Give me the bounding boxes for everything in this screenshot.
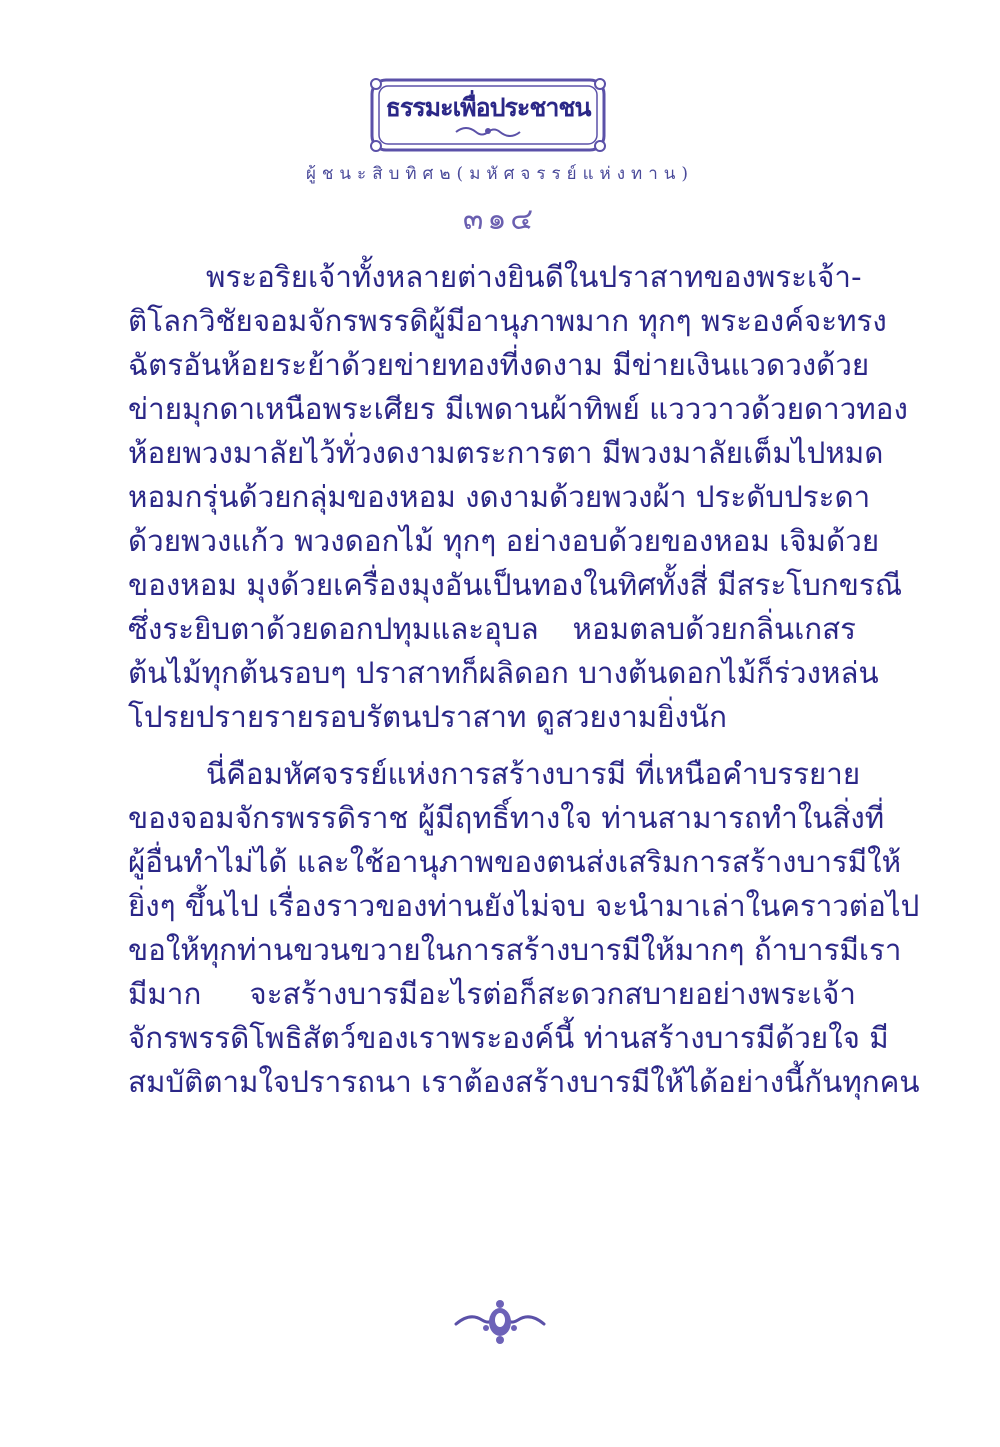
text-line: หอมกรุ่นด้วยกลุ่มของหอม งดงามด้วยพวงผ้า ประดับประดา [128,480,871,514]
text-line: ผู้อื่นทำไม่ได้ และใช้อานุภาพของตนส่งเสริมการสร้างบารมีให้ [128,845,902,879]
page-subtitle: ผู้ชนะสิบทิศ๒(มหัศจรรย์แห่งทาน) [305,164,695,184]
text-line: ติโลกวิชัยจอมจักรพรรดิผู้มีอานุภาพมาก ทุกๆ พระองค์จะทรง [128,304,887,338]
text-line: ของจอมจักรพรรดิราช ผู้มีฤทธิ์ทางใจ ท่านสามารถทำในสิ่งที่ [128,801,885,835]
text-line: ต้นไม้ทุกต้นรอบๆ ปราสาทก็ผลิดอก บางต้นดอกไม้ก็ร่วงหล่น [128,656,879,690]
page-number: ๓๑๔ [462,202,538,237]
text-line: ข่ายมุกดาเหนือพระเศียร มีเพดานผ้าทิพย์ แวววาวด้วยดาวทอง [128,392,908,426]
text-line: นี่คือมหัศจรรย์แห่งการสร้างบารมี ที่เหนือคำบรรยาย [206,757,861,791]
header-logo [368,76,608,154]
text-line: ฉัตรอันห้อยระย้าด้วยข่ายทองที่งดงาม มีข่ายเงินแวดวงด้วย [128,348,870,382]
text-line: โปรยปรายรายรอบรัตนปราสาท ดูสวยงามยิ่งนัก [128,700,727,734]
paragraph [128,752,920,1104]
text-line: ขอให้ทุกท่านขวนขวายในการสร้างบารมีให้มากๆ ถ้าบารมีเรา [128,933,902,967]
text-line: ห้อยพวงมาลัยไว้ทั่วงดงามตระการตา มีพวงมาลัยเต็มไปหมด [128,436,884,470]
paragraph [128,255,908,739]
text-line: ด้วยพวงแก้ว พวงดอกไม้ ทุกๆ อย่างอบด้วยของหอม เจิมด้วย [128,524,880,558]
paragraph-gap [128,739,856,752]
text-line: สมบัติตามใจปรารถนา เราต้องสร้างบารมีให้ได้อย่างนี้กันทุกคน [128,1065,920,1099]
text-line: จักรพรรดิโพธิสัตว์ของเราพระองค์นี้ ท่านสร้างบารมีด้วยใจ มี [128,1021,889,1055]
text-line: ยิ่งๆ ขึ้นไป เรื่องราวของท่านยังไม่จบ จะนำมาเล่าในคราวต่อไป [128,889,920,923]
text-line: พระอริยเจ้าทั้งหลายต่างยินดีในปราสาทของพระเจ้า- [206,260,862,294]
footer-ornament [452,1298,548,1346]
body-text [128,255,920,1104]
text-line: ของหอม มุงด้วยเครื่องมุงอันเป็นทองในทิศทั้งสี่ มีสระโบกขรณี [128,568,903,602]
ornament-icon [452,1298,548,1346]
logo-title: ธรรมะเพื่อประชาชน [385,93,591,122]
text-line: ซึ่งระยิบตาด้วยดอกปทุมและอุบล หอมตลบด้วยกลิ่นเกสร [128,612,856,646]
text-line: มีมาก จะสร้างบารมีอะไรต่อก็สะดวกสบายอย่างพระเจ้า [128,977,856,1011]
